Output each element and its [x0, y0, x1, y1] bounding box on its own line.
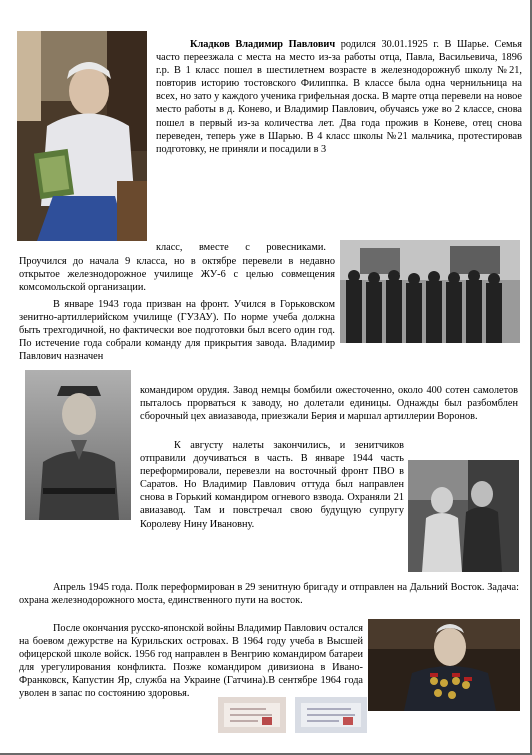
photo-document-right: [295, 697, 367, 733]
photo-soldier-portrait: [25, 370, 131, 520]
photo-veteran-medals: [368, 619, 520, 711]
paragraph-gun-commander: [140, 384, 518, 423]
paragraph-intro-tail: [156, 241, 336, 254]
paragraph-school: [19, 255, 335, 294]
photo-group-soldiers: [340, 240, 520, 343]
photo-veteran-couple: [408, 460, 519, 572]
after-war-text: После окончания русско-японской войны Владимир Павлович остался на боевом дежурстве на Курильских островах. В 1964 году учеба в Высшей офицерской школе войск. 1956 год направлен в Венгрию командиром батареи для урегулирования конфликта. Позже командиром дивизиона в Ивано-Франковск, Капустин Яр, служба на Украине (Гатчина).В сентябре 1964 года уволен в запас по состоянию здоровья.: [19, 623, 363, 700]
person-name: Кладков Владимир Павлович: [190, 39, 336, 50]
photo-veteran-with-book: [17, 31, 147, 241]
paragraph-biography-intro: [156, 38, 522, 156]
paragraph-april-1945: [19, 581, 519, 607]
photo-document-left: [218, 697, 286, 733]
intro-tail-text: класс, вместе с ровесниками.: [156, 242, 326, 253]
paragraph-war-start: [19, 298, 335, 363]
april-1945-text: Апрель 1945 года. Полк переформирован в 29 зенитную бригаду и отправлен на Дальний Восток. Задача: охрана железнодорожного моста, единственного пути на восток.: [19, 582, 519, 607]
school-text: Проучился до начала 9 класса, но в октябре перевели в недавно открытое железнодорожное училище ЖУ-6 с целью совмещения комсомольской организации.: [19, 256, 335, 294]
gun-commander-text: командиром орудия. Завод немцы бомбили ожесточенно, около 400 сотен самолетов пыталось прорваться к заводу, но долетали единицы. Однажды был разбомблен сборочный цех авиазавода, приезжали Берия и маршал артиллерии Воронов.: [140, 385, 518, 423]
paragraph-after-war: [19, 622, 363, 701]
august-text: К августу налеты закончились, и зенитчиков отправили доучиваться в часть. В январе 1944 часть переформировали, перевезли на восточный фронт ПВО в Саратов. Но Владимир Павлович оттуда был направлен снова в Горький командиром огневого взвода. Охраняли 21 авиазавод. Там и повстречал свою будущую супругу Королеву Нину Ивановну.: [140, 440, 404, 530]
war-start-text: В январе 1943 года призван на фронт. Учился в Горьковском зенитно-артиллерийском училище (ГУЗАУ). По норме учеба должна быть трехгодичной, но фактически вое подготовки был всего один год. По истечение года собрали команду для прикрытия завода. Владимир Павлович назначен: [19, 299, 335, 363]
paragraph-intro-text: родился 30.01.1925 г. В Шарье. Семья часто переезжала с места на место из-за работы отца, Павла, Васильевича, 1896 г.р. В 1 класс пошел в шестилетнем возрасте в железнодорожнуб школу №21, повторив историю тостовского Филиппка. В классе была одна чернильница на всех, но зато у каждого ученика грифельная доска. В марте отца перевели на новое место работы в д. Конево, и Владимир Павлович, обучаясь уже во 2 классе, снова пошел в первый из-за количества лет. Два года прожив в Коневе, отец снова переведен, теперь уже в Шарью. В 4 класс школы №21 мальчика, протестировав подготовку, не приняли и посадили в 3: [156, 39, 522, 155]
paragraph-august: [140, 439, 404, 531]
